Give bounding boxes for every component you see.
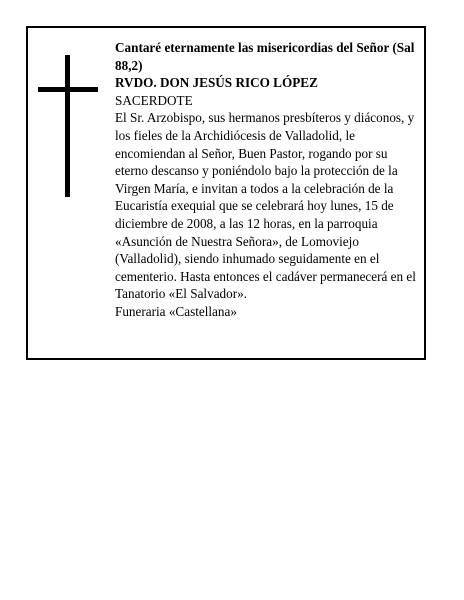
deceased-title: SACERDOTE [115, 92, 193, 108]
cross-horizontal-bar [38, 87, 98, 92]
deceased-name: RVDO. DON JESÚS RICO LÓPEZ [115, 75, 318, 91]
funeral-home: Funeraria «Castellana» [115, 303, 237, 319]
epigraph: Cantaré eternamente las misericordias del Señor (Sal 88,2) [115, 40, 415, 73]
obituary-notice [26, 26, 426, 360]
cross-vertical-bar [65, 55, 70, 197]
cross-icon [38, 55, 98, 197]
notice-text [115, 39, 421, 321]
notice-body: El Sr. Arzobispo, sus hermanos presbíteros y diáconos, y los fieles de la Archidiócesis de Valladolid, le encomiendan al Señor, Buen Pastor, rogando por su eterno descanso y poniéndolo bajo la protección de la Virgen María, e invitan a todos a la celebración de la Eucaristía exequial que se celebrará hoy lunes, 15 de diciembre de 2008, a las 12 horas, en la parroquia «Asunción de Nuestra Señora», de Lomoviejo (Valladolid), siendo inhumado seguidamente en el cementerio. Hasta entonces el cadáver permanecerá en el Tanatorio «El Salvador». [115, 110, 416, 302]
